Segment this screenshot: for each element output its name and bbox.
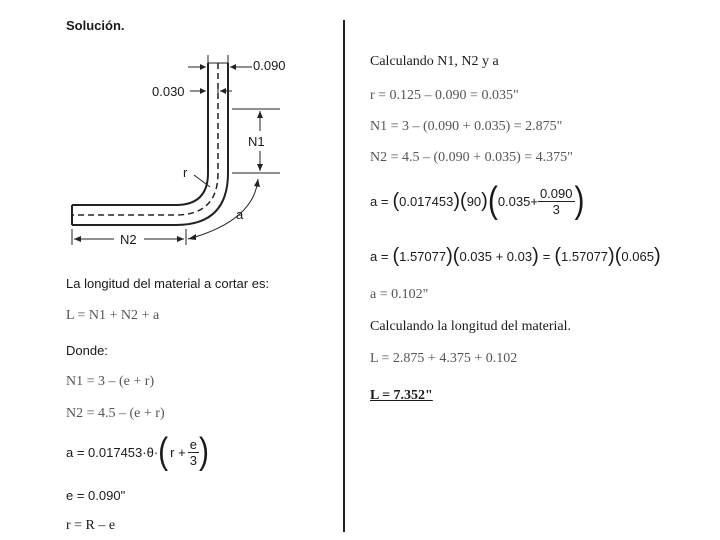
n2-calculation: N2 = 4.5 – (0.090 + 0.035) = 4.375" xyxy=(370,150,573,165)
a-calculation-2: a = ( 1.57077 ) ( 0.035 + 0.03 ) = ( 1.57077 ) ( 0.065 ) xyxy=(370,245,661,267)
where-label: Donde: xyxy=(66,343,108,358)
dim-label-r: r xyxy=(183,165,188,180)
a-def-prefix: a = 0.017453·θ· xyxy=(66,444,159,460)
a1-fraction: $\frac{0.090}{3}$ xyxy=(539,185,573,217)
r-calculation: r = 0.125 – 0.090 = 0.035" xyxy=(370,88,519,103)
a-calculation-1: a = ( 0.017453 ) ( 90 ) ( 0.035+ $\frac{0.090}{3}$ ) xyxy=(370,179,585,221)
a-definition: a = 0.017453·θ· ( r + $\frac{e}{3}$ ) xyxy=(66,430,209,472)
dim-label-a: a xyxy=(236,207,244,222)
n1-definition: N1 = 3 – (e + r) xyxy=(66,374,155,389)
calc-title: Calculando N1, N2 y a xyxy=(370,54,499,69)
intro-text: La longitud del material a cortar es: xyxy=(66,276,270,291)
bent-bar-diagram xyxy=(60,45,340,250)
solution-heading: Solución. xyxy=(66,18,125,33)
a-def-fraction: $\frac{e}{3}$ xyxy=(189,436,197,468)
length-title: Calculando la longitud del material. xyxy=(370,319,571,334)
dim-label-n2: N2 xyxy=(120,232,137,247)
e-value: e = 0.090" xyxy=(66,488,126,503)
n1-calculation: N1 = 3 – (0.090 + 0.035) = 2.875" xyxy=(370,119,563,134)
dim-label-n1: N1 xyxy=(248,134,265,149)
dim-label-090: 0.090 xyxy=(253,58,286,73)
column-divider xyxy=(343,20,345,532)
a-result: a = 0.102" xyxy=(370,287,429,302)
dim-label-030: 0.030 xyxy=(152,84,185,99)
length-calculation: L = 2.875 + 4.375 + 0.102 xyxy=(370,351,518,366)
formula-length: L = N1 + N2 + a xyxy=(66,308,160,323)
n2-definition: N2 = 4.5 – (e + r) xyxy=(66,406,165,421)
length-result: L = 7.352" xyxy=(370,388,433,403)
r-definition: r = R – e xyxy=(66,518,116,533)
a-def-inner: r + xyxy=(170,444,186,460)
